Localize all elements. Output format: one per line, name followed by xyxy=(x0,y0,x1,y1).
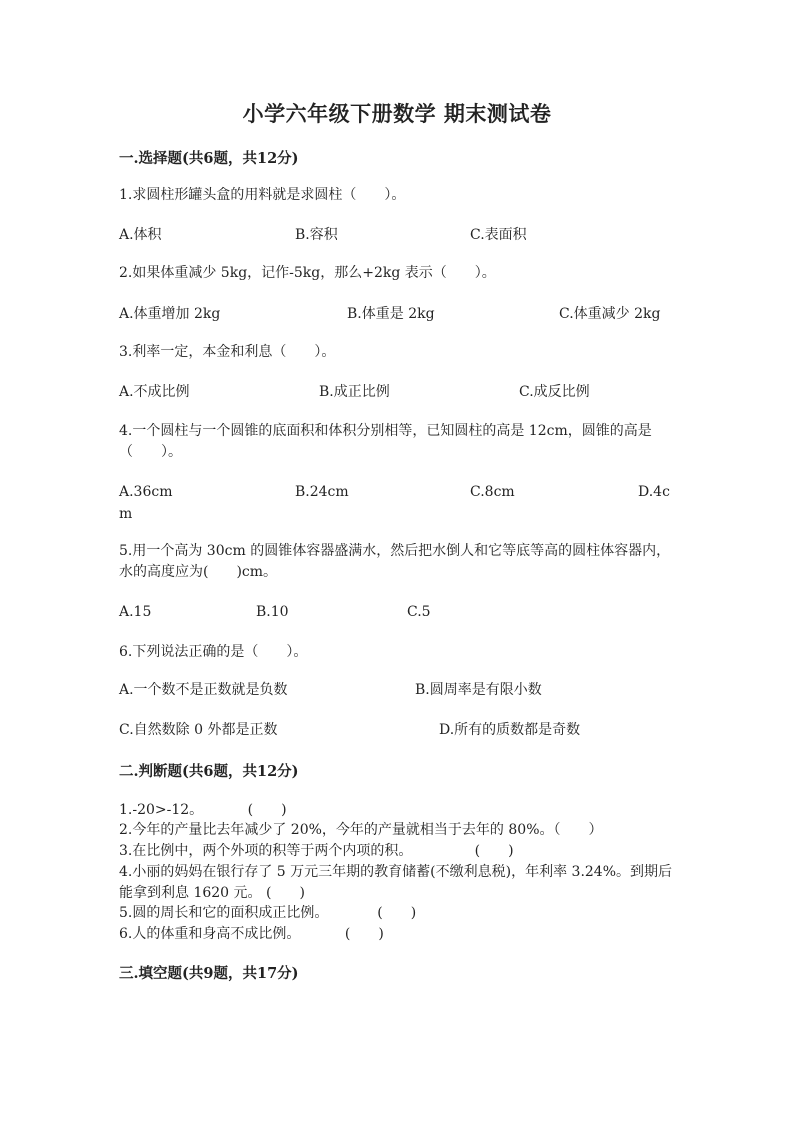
option-c: C.成反比例 xyxy=(519,384,590,400)
option-b: B.成正比例 xyxy=(319,384,390,400)
option-a: A.36cm xyxy=(119,484,173,500)
option-d: D.所有的质数都是奇数 xyxy=(439,722,581,738)
option-row xyxy=(119,304,672,325)
option-c: C.5 xyxy=(407,604,431,620)
option-b: B.24cm xyxy=(295,484,349,500)
judge-item: 6.人的体重和身高不成比例。 ( ) xyxy=(119,926,384,942)
option-b: B.体重是 2kg xyxy=(347,306,435,322)
question-stem: 6.下列说法正确的是（ ）。 xyxy=(119,644,308,660)
question-stem: 5.用一个高为 30cm 的圆锥体容器盛满水，然后把水倒人和它等底等高的圆柱体容器内，水的高度应为( )cm。 xyxy=(119,543,671,580)
option-row xyxy=(119,680,672,701)
judge-item: 5.圆的周长和它的面积成正比例。 ( ) xyxy=(119,905,417,921)
page-title: 小学六年级下册数学 期末测试卷 xyxy=(242,101,552,126)
question-stem: 2.如果体重减少 5kg，记作-5kg，那么+2kg 表示（ ）。 xyxy=(119,265,496,281)
option-c: C.表面积 xyxy=(470,227,527,243)
option-b: B.10 xyxy=(256,604,289,620)
option-row xyxy=(119,720,672,741)
option-c: C.体重减少 2kg xyxy=(559,306,661,322)
option-a: A.一个数不是正数就是负数 xyxy=(119,682,288,698)
option-b: B.圆周率是有限小数 xyxy=(415,682,542,698)
question-stem: 1.求圆柱形罐头盒的用料就是求圆柱（ ）。 xyxy=(119,187,406,203)
question-stem: 3.利率一定，本金和利息（ ）。 xyxy=(119,344,336,360)
option-a: A.体积 xyxy=(119,227,162,243)
option-c: C.8cm xyxy=(470,484,515,500)
option-row xyxy=(119,382,672,403)
judge-item: 1.-20>-12。 ( ) xyxy=(119,802,287,818)
option-a: A.15 xyxy=(119,604,152,620)
option-row xyxy=(119,482,672,503)
section-heading-choice: 一.选择题(共6题，共12分) xyxy=(119,150,299,167)
question-stem: 4.一个圆柱与一个圆锥的底面积和体积分别相等，已知圆柱的高是 12cm，圆锥的高是（ ）。 xyxy=(119,423,652,460)
judge-item: 4.小丽的妈妈在银行存了 5 万元三年期的教育储蓄(不缴利息税)，年利率 3.24%。到期后能拿到利息 1620 元。 ( ) xyxy=(119,864,673,901)
option-a: A.体重增加 2kg xyxy=(119,306,221,322)
option-row xyxy=(119,225,672,246)
option-c: C.自然数除 0 外都是正数 xyxy=(119,722,278,738)
option-row xyxy=(119,602,672,623)
judge-item: 2.今年的产量比去年减少了 20%，今年的产量就相当于去年的 80%。（ ） xyxy=(119,822,603,838)
option-d: D.4c xyxy=(638,484,670,500)
section-heading-fill: 三.填空题(共9题，共17分) xyxy=(119,965,299,982)
option-a: A.不成比例 xyxy=(119,384,190,400)
section-heading-judge: 二.判断题(共6题，共12分) xyxy=(119,763,299,780)
judge-item: 3.在比例中，两个外项的积等于两个内项的积。 ( ) xyxy=(119,843,514,859)
option-d-continued: m xyxy=(119,506,133,522)
option-b: B.容积 xyxy=(295,227,338,243)
